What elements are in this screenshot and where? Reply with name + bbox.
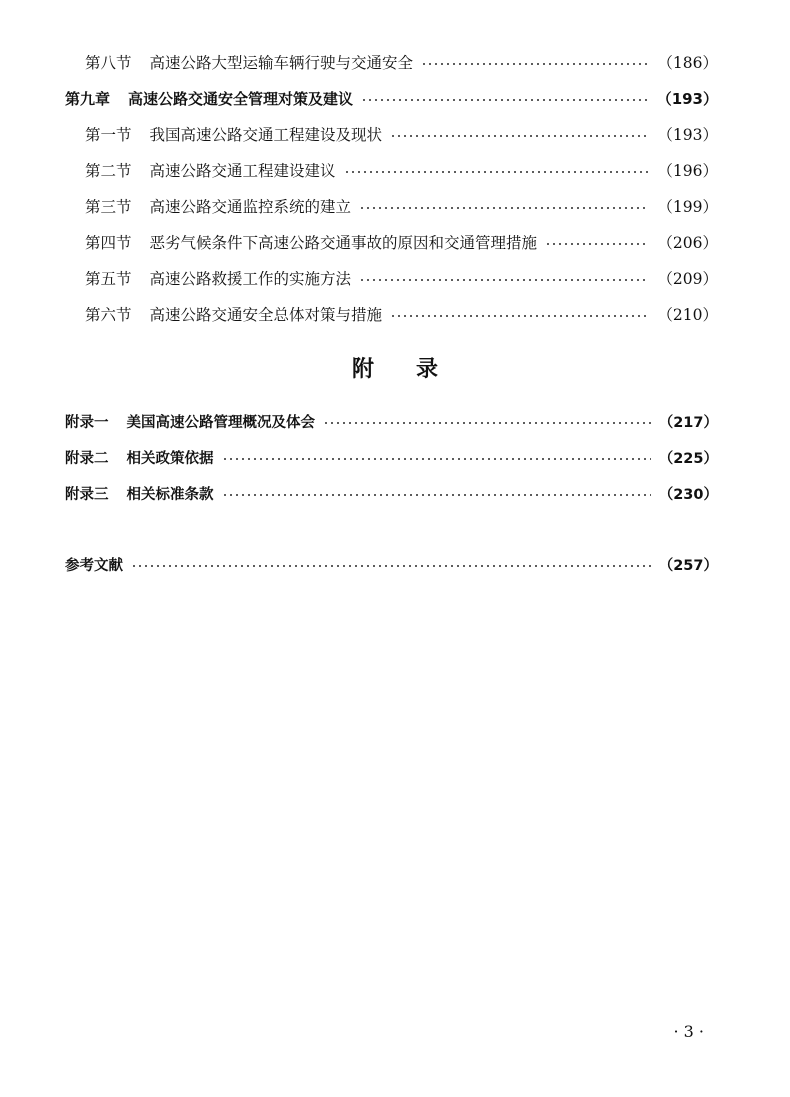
appendix-heading-char-2: 录 xyxy=(416,357,439,382)
page-number: · 3 · xyxy=(673,1022,704,1041)
toc-entry-title: 高速公路交通监控系统的建立 xyxy=(149,198,352,216)
toc-entry-references[interactable] xyxy=(0,551,790,577)
toc-entry-page: （217） xyxy=(658,414,718,431)
toc-entry-page: （196） xyxy=(657,162,718,180)
dot-leader xyxy=(390,135,649,137)
toc-entry-page: （206） xyxy=(657,234,718,252)
dot-leader xyxy=(390,315,649,317)
toc-entry-section-1[interactable] xyxy=(0,121,790,147)
toc-entry-section-2[interactable] xyxy=(0,157,790,183)
toc-entry-title: 高速公路大型运输车辆行驶与交通安全 xyxy=(149,54,414,72)
toc-entry-title: 高速公路交通安全总体对策与措施 xyxy=(149,306,383,324)
dot-leader xyxy=(361,99,649,101)
toc-entry-number: 附录一 xyxy=(65,414,109,431)
toc-entry-appendix-3[interactable] xyxy=(0,480,790,506)
toc-entry-title: 我国高速公路交通工程建设及现状 xyxy=(149,126,383,144)
toc-entry-number: 第九章 xyxy=(65,89,111,108)
dot-leader xyxy=(545,243,649,245)
toc-entry-number: 第三节 xyxy=(85,198,132,216)
toc-entry-page: （199） xyxy=(657,198,718,216)
dot-leader xyxy=(323,422,651,424)
dot-leader xyxy=(222,494,651,496)
toc-entry-title: 相关政策依据 xyxy=(126,450,214,467)
toc-entry-title: 高速公路交通安全管理对策及建议 xyxy=(128,89,354,108)
toc-entry-section-3[interactable] xyxy=(0,193,790,219)
toc-entry-number: 附录二 xyxy=(65,450,109,467)
appendix-heading xyxy=(0,352,790,384)
toc-entry-section-4[interactable] xyxy=(0,229,790,255)
toc-entry-appendix-2[interactable] xyxy=(0,444,790,470)
toc-entry-title: 高速公路救援工作的实施方法 xyxy=(149,270,352,288)
toc-entry-title: 相关标准条款 xyxy=(126,486,214,503)
toc-entry-page: （186） xyxy=(657,54,718,72)
toc-entry-section-5[interactable] xyxy=(0,265,790,291)
toc-entry-number: 第五节 xyxy=(85,270,132,288)
toc-entry-page: （230） xyxy=(658,486,718,503)
dot-leader xyxy=(344,171,650,173)
toc-entry-page: （193） xyxy=(657,126,718,144)
toc-entry-number: 第六节 xyxy=(85,306,132,324)
toc-entry-title: 恶劣气候条件下高速公路交通事故的原因和交通管理措施 xyxy=(149,234,538,252)
toc-entry-title: 高速公路交通工程建设建议 xyxy=(149,162,336,180)
dot-leader xyxy=(222,458,651,460)
dot-leader xyxy=(359,279,649,281)
toc-entry-page: （225） xyxy=(658,450,718,467)
toc-entry-number: 第八节 xyxy=(85,54,132,72)
toc-entry-title: 美国高速公路管理概况及体会 xyxy=(126,414,315,431)
toc-entry-number: 附录三 xyxy=(65,486,109,503)
toc-entry-number: 第四节 xyxy=(85,234,132,252)
toc-entry-page: （209） xyxy=(657,270,718,288)
toc-entry-number: 第二节 xyxy=(85,162,132,180)
toc-entry-page: （210） xyxy=(657,306,718,324)
toc-entry-chapter-9[interactable] xyxy=(0,85,790,111)
toc-entry-section-8[interactable] xyxy=(0,49,790,75)
dot-leader xyxy=(421,63,649,65)
toc-entry-appendix-1[interactable] xyxy=(0,408,790,434)
toc-entry-section-6[interactable] xyxy=(0,301,790,327)
toc-entry-page: （257） xyxy=(658,557,718,574)
toc-entry-number: 第一节 xyxy=(85,126,132,144)
toc-entry-page: （193） xyxy=(656,89,718,108)
appendix-heading-char-1: 附 xyxy=(351,357,374,382)
dot-leader xyxy=(359,207,649,209)
dot-leader xyxy=(131,565,651,567)
toc-entry-title: 参考文献 xyxy=(65,557,123,574)
